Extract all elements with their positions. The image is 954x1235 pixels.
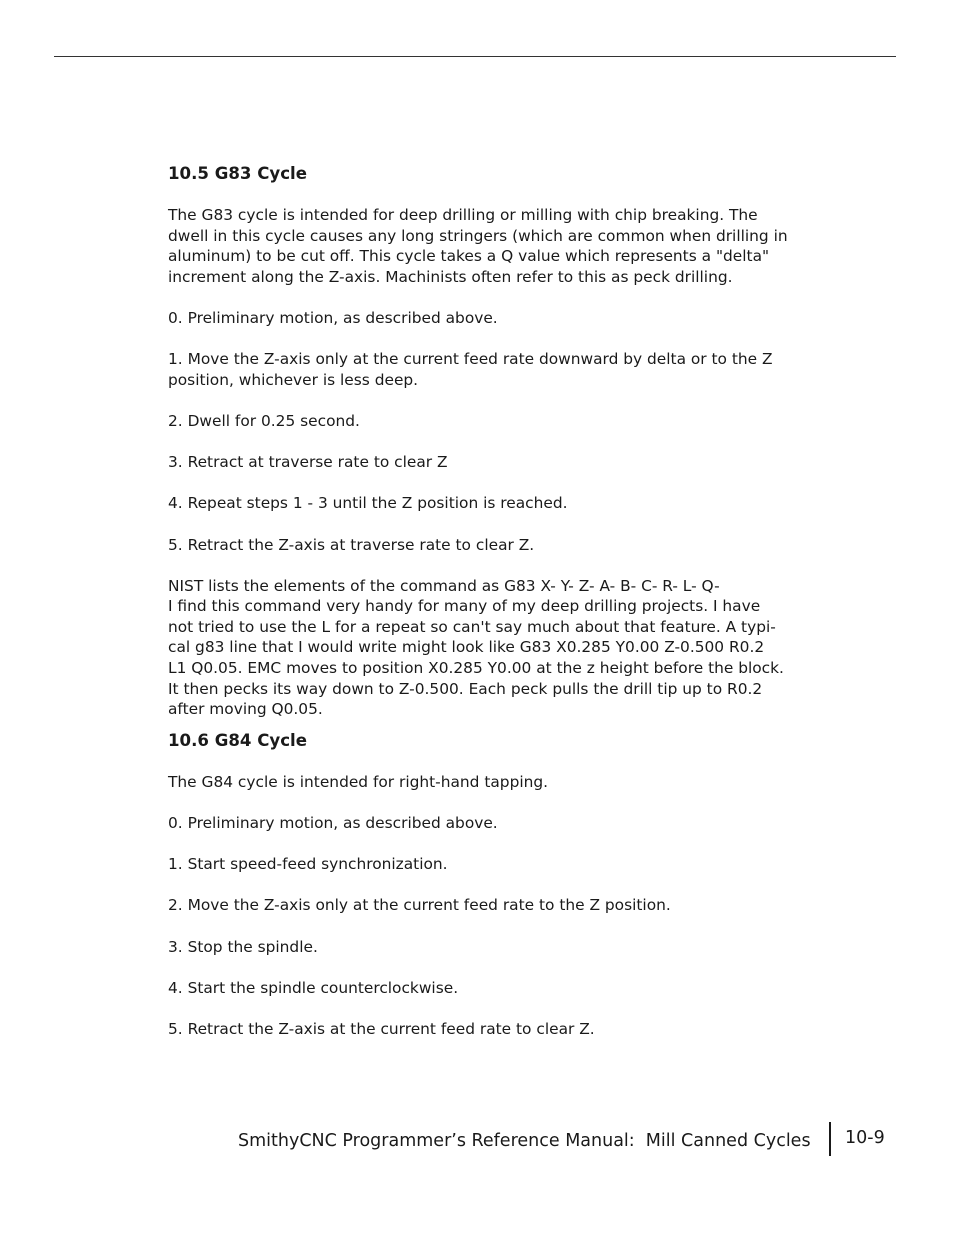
- g83-step-0: 0. Preliminary motion, as described above.: [168, 308, 498, 327]
- section-heading-g84: 10.6 G84 Cycle: [168, 730, 307, 750]
- g83-step-3: 3. Retract at traverse rate to clear Z: [168, 453, 448, 472]
- g83-intro-paragraph: The G83 cycle is intended for deep drilling or milling with chip breaking. The dwell in this cycle causes any long stringers (which are common when drilling in aluminum) to be cut off. This cycle takes a Q value which represents a "delta" increment along the Z-axis. Machinists often refer to this as peck drilling.: [168, 206, 788, 286]
- g83-step-2: 2. Dwell for 0.25 second.: [168, 411, 360, 430]
- g83-step-1: 1. Move the Z-axis only at the current feed rate downward by delta or to the Z position, whichever is less deep.: [168, 350, 773, 389]
- g83-step-5: 5. Retract the Z-axis at traverse rate to clear Z.: [168, 535, 535, 554]
- page-number: 10-9: [845, 1128, 885, 1148]
- g83-step-4: 4. Repeat steps 1 - 3 until the Z position is reached.: [168, 494, 568, 513]
- header-rule: [54, 56, 896, 57]
- g84-step-0: 0. Preliminary motion, as described above.: [168, 814, 498, 833]
- g83-notes-paragraph: NIST lists the elements of the command as G83 X- Y- Z- A- B- C- R- L- Q- I find this command very handy for many of my deep drilling projects. I have not tried to use the L for a repeat so can't say much about that feature. A typi- cal g83 line that I would write might look like G83 X0.285 Y0.00 Z-0.500 R0.2 L1 Q0.05. EMC moves to position X0.285 Y0.00 at the z height before the block. It then pecks its way down to Z-0.500. Each peck pulls the drill tip up to R0.2 after moving Q0.05.: [168, 576, 784, 719]
- g84-step-5: 5. Retract the Z-axis at the current feed rate to clear Z.: [168, 1019, 595, 1038]
- section-heading-g83: 10.5 G83 Cycle: [168, 164, 307, 183]
- footer-manual-title: SmithyCNC Programmer’s Reference Manual: Mill Canned Cycles: [238, 1131, 811, 1151]
- page-body: [168, 163, 788, 1040]
- g84-step-1: 1. Start speed-feed synchronization.: [168, 855, 448, 874]
- footer-divider-bar: [829, 1122, 831, 1156]
- g84-step-3: 3. Stop the spindle.: [168, 937, 318, 956]
- g84-step-4: 4. Start the spindle counterclockwise.: [168, 978, 459, 997]
- g84-step-2: 2. Move the Z-axis only at the current feed rate to the Z position.: [168, 896, 671, 915]
- g84-intro-paragraph: The G84 cycle is intended for right-hand tapping.: [168, 772, 549, 791]
